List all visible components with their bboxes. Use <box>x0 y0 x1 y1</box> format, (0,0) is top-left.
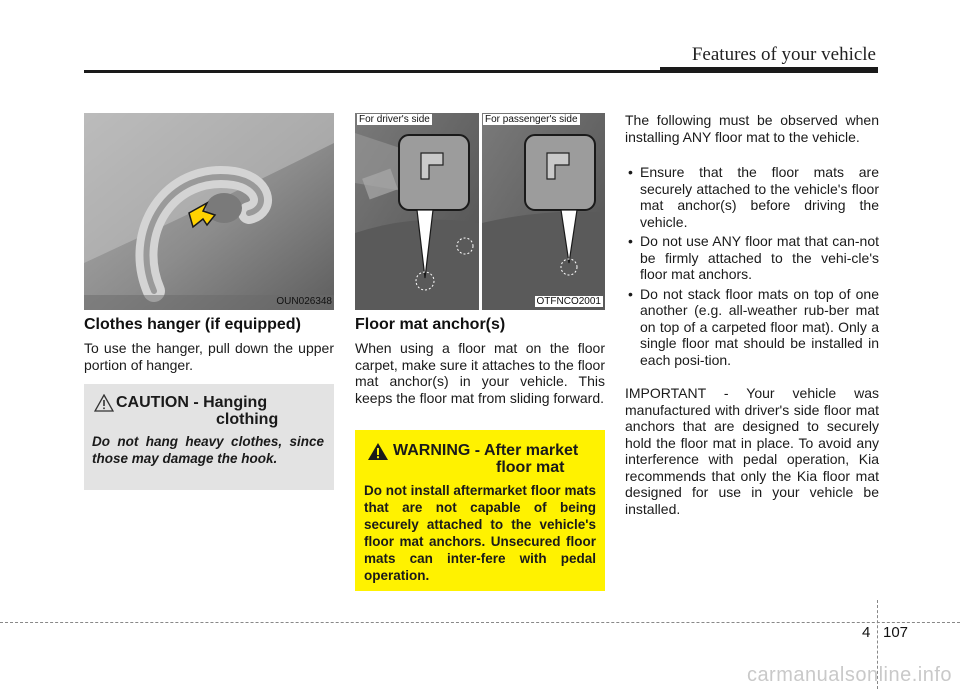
clothes-hanger-heading: Clothes hanger (if equipped) <box>84 316 301 333</box>
list-item: • Ensure that the floor mats are securely attached to the vehicle's floor mat anchor(s) before driving the vehicle. <box>625 164 879 230</box>
warning-box <box>355 430 605 591</box>
caution-label-line2: clothing <box>216 411 279 428</box>
clothes-hanger-body: To use the hanger, pull down the upper portion of hanger. <box>84 340 334 373</box>
clothes-hanger-illustration <box>84 113 334 310</box>
warning-label-line2: floor mat <box>496 459 565 476</box>
footer-divider <box>0 622 960 623</box>
chapter-number: 4 <box>862 624 871 641</box>
caption-drivers-side: For driver's side <box>359 114 430 125</box>
warning-label: WARNING - After market <box>393 442 579 459</box>
floor-mat-anchor-heading: Floor mat anchor(s) <box>355 316 506 333</box>
caution-box <box>84 384 334 490</box>
caution-label: CAUTION - Hanging <box>116 394 268 411</box>
warning-text: Do not install aftermarket floor mats that are not capable of being securely attached to the vehicle's floor mat anchors. Unsecured floor mats can inter-fere with pedal operation. <box>364 483 596 583</box>
photo-code-hanger: OUN026348 <box>276 296 332 307</box>
floor-mat-anchor-photo <box>355 113 605 310</box>
installation-rules-list <box>625 164 879 371</box>
floor-mat-anchor-illustration <box>355 113 605 310</box>
page-number: 107 <box>883 624 909 641</box>
installation-intro: The following must be observed when installing ANY floor mat to the vehicle. <box>625 112 879 145</box>
page-header-title: Features of your vehicle <box>691 44 876 65</box>
list-item: • Do not use ANY floor mat that can-not be firmly attached to the vehi-cle's floor mat anchors. <box>625 233 879 283</box>
caution-text: Do not hang heavy clothes, since those may damage the hook. <box>92 434 324 466</box>
site-watermark: carmanualsonline.info <box>746 664 952 686</box>
caution-triangle-icon <box>94 394 114 412</box>
floor-mat-anchor-body: When using a floor mat on the floor carpet, make sure it attaches to the floor mat anchor(s) in your vehicle. This keeps the floor mat from sliding forward. <box>355 340 605 406</box>
caption-passengers-side: For passenger's side <box>485 114 578 125</box>
important-note: IMPORTANT - Your vehicle was manufactured with driver's side floor mat anchors that are designed to securely hold the floor mat in place. To avoid any interference with pedal operation, Kia recommends that only the Kia floor mat designed for use in your vehicle be installed. <box>625 385 879 517</box>
list-item: • Do not stack floor mats on top of one another (e.g. all-weather rub-ber mat on top of a carpeted floor mat). Only a single floor mat should be installed in each posi-tion. <box>625 286 879 369</box>
warning-triangle-icon <box>367 442 389 461</box>
clothes-hanger-photo <box>84 113 334 310</box>
photo-code-floor-mat: OTFNCO2001 <box>536 296 601 307</box>
header-rule <box>84 70 662 73</box>
header-rule-accent <box>660 67 878 73</box>
